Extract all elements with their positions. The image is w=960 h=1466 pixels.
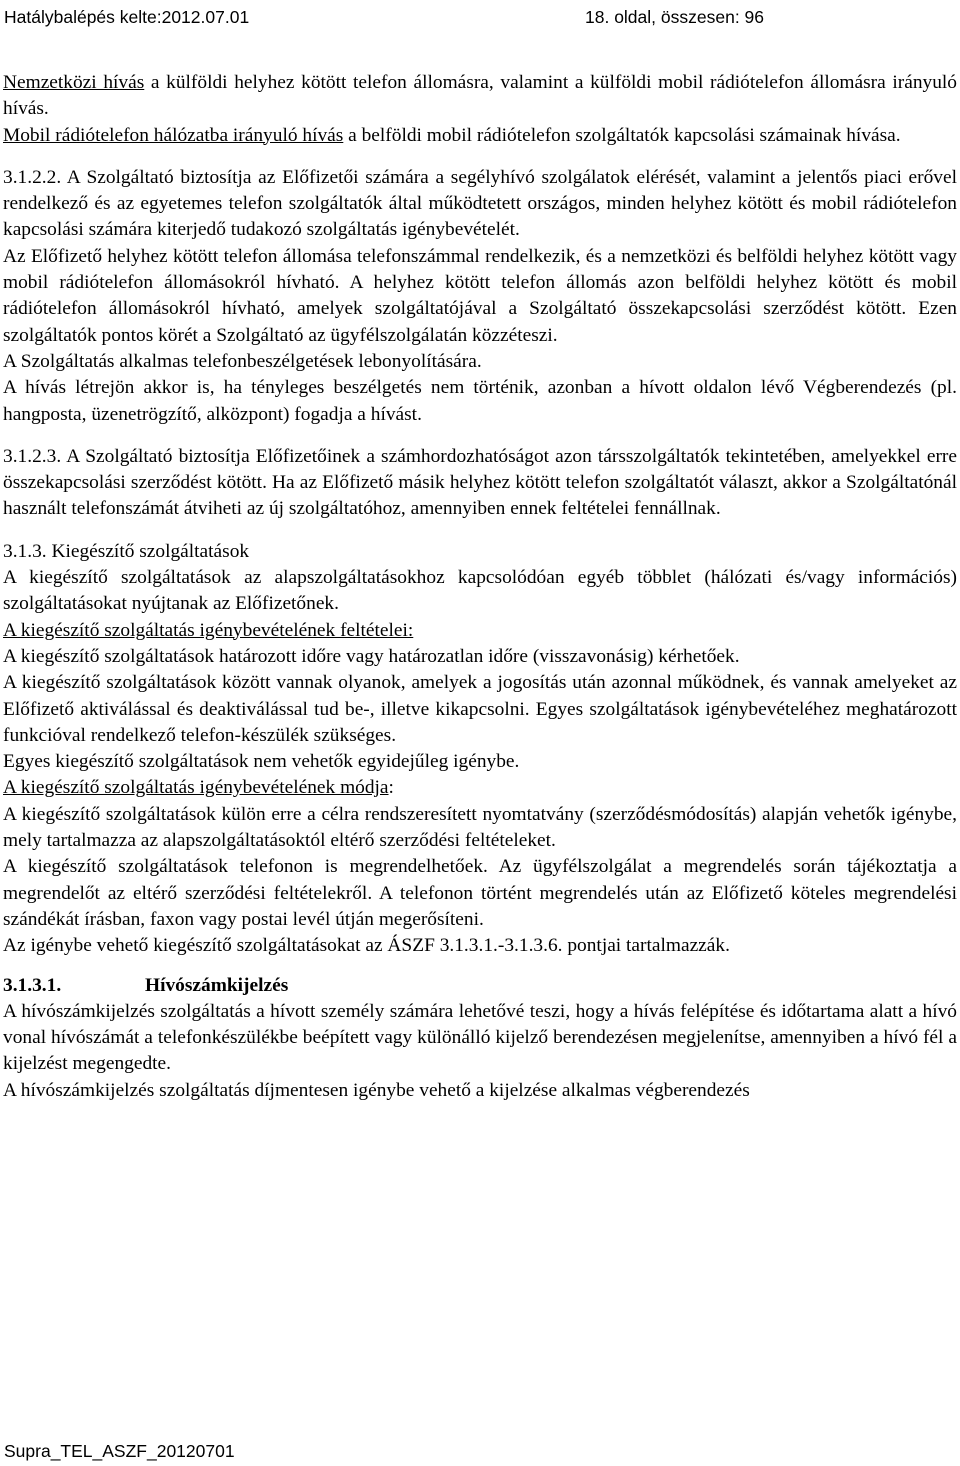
subheading-conditions <box>3 618 957 644</box>
section-heading-3-1-3: 3.1.3. Kiegészítő szolgáltatások <box>3 540 250 562</box>
paragraph-caller-id-description: A hívószámkijelzés szolgáltatás a hívott személy számára lehetővé teszi, hogy a hívás felépítése és időtartama alatt a hívó vonal hívószámát a telefonkészülékbe beépített vagy különálló kijelző berendezésen megjelenítse, amennyiben a hívó fél a kijelzést megengedte. <box>3 1000 957 1075</box>
method-label: A kiegészítő szolgáltatás igénybevételének módja <box>3 777 389 799</box>
section-heading-3-1-3-1 <box>3 973 957 999</box>
paragraph-3-1-2-3: 3.1.2.3. A Szolgáltató biztosítja Előfizetőinek a számhordozhatóságot azon társszolgáltatók tekintetében, amelyekkel erre összekapcsolási szerződést kötött. Ha az Előfizető másik helyhez kötött telefon szolgáltatót választ, akkor a Szolgáltatónál használt telefonszámát átviheti az új szolgáltatóhoz, amennyiben ennek feltételei fennállnak. <box>3 445 957 520</box>
paragraph-international-call <box>3 70 957 123</box>
paragraph-3-1-2-2: 3.1.2.2. A Szolgáltató biztosítja az Előfizetői számára a segélyhívó szolgálatok elérését, valamint a jelentős piaci erővel rendelkező és az egyetemes telefon szolgáltatók által működtetett országos, minden helyhez kötött és mobil rádiótelefon kapcsolási számára kiterjedő tudakozó szolgáltatás igénybevételét. <box>3 166 957 241</box>
paragraph-form: A kiegészítő szolgáltatások külön erre a célra rendszeresített nyomtatvány (szerződésmódosítás) alapján vehetők igénybe, mely tartalmazza az alapszolgáltatásoktól eltérő szerződési feltételeket. <box>3 803 957 852</box>
subheading-method <box>3 775 957 801</box>
header-effective-date: Hatálybalépés kelte:2012.07.01 <box>4 7 250 27</box>
paragraph-supplementary-intro: A kiegészítő szolgáltatások az alapszolgáltatásokhoz kapcsolódóan egyéb többlet (hálózati és/vagy információs) szolgáltatásokat nyújtanak az Előfizetőnek. <box>3 567 957 615</box>
paragraph-mobile-call <box>3 123 957 149</box>
paragraph-call-established: A hívás létrejön akkor is, ha tényleges beszélgetés nem történik, azonban a hívott oldalon lévő Végberendezés (pl. hangposta, üzenetrögzítő, alközpont) fogadja a hívást. <box>3 377 957 425</box>
paragraph-activation: A kiegészítő szolgáltatások között vannak olyanok, amelyek a jogosítás után azonnal működnek, és vannak amelyeket az Előfizető aktiválással és deaktiválással tud be-, illetve kikapcsolni. Egyes szolgáltatások igénybevételéhez meghatározott funkcióval rendelkező telefon-készülék szükséges. <box>3 672 957 746</box>
term-mobile-call: Mobil rádiótelefon hálózatba irányuló hívás <box>3 124 344 146</box>
paragraph-phone-order: A kiegészítő szolgáltatások telefonon is megrendelhetőek. Az ügyfélszolgálat a megrendelés során tájékoztatja a megrendelőt az eltérő szerződési feltételekről. A telefonon történt megrendelés után az Előfizető köteles megrendelési szándékát írásban, faxon vagy postai levél útján megerősíteni. <box>3 856 957 930</box>
section-number: 3.1.3.1. <box>3 974 62 996</box>
paragraph-aszf-reference: Az igénybe vehető kiegészítő szolgáltatásokat az ÁSZF 3.1.3.1.-3.1.3.6. pontjai tartalmazzák. <box>3 935 730 957</box>
paragraph-duration: A kiegészítő szolgáltatások határozott időre vagy határozatlan időre (visszavonásig) kérhetőek. <box>3 645 740 667</box>
definition-text: a belföldi mobil rádiótelefon szolgáltatók kapcsolási számainak hívása. <box>343 124 901 146</box>
method-colon: : <box>388 777 394 799</box>
paragraph-phone-number: Az Előfizető helyhez kötött telefon állomása telefonszámmal rendelkezik, és a nemzetközi és belföldi helyhez kötött vagy mobil rádiótelefon állomásokról hívható. A helyhez kötött telefon állomás azon belföldi helyhez kötött és mobil rádiótelefon állomásokról hívható, amelyek szolgáltatójával a Szolgáltató összekapcsolási szerződést kötött. Ezen szolgáltatók pontos körét a Szolgáltató az ügyfélszolgálatán közzéteszi. <box>3 245 957 346</box>
paragraph-caller-id-free: A hívószámkijelzés szolgáltatás díjmentesen igénybe vehető a kijelzése alkalmas végberendezés <box>3 1079 750 1101</box>
document-body <box>3 70 957 1104</box>
paragraph-not-simultaneous: Egyes kiegészítő szolgáltatások nem vehetők egyidejűleg igénybe. <box>3 751 520 773</box>
paragraph-service-suitable: A Szolgáltatás alkalmas telefonbeszélgetések lebonyolítására. <box>3 350 482 372</box>
header-page-info: 18. oldal, összesen: 96 <box>585 7 765 27</box>
term-international-call: Nemzetközi hívás <box>3 72 145 93</box>
definition-text: a külföldi helyhez kötött telefon állomásra, valamint a külföldi mobil rádiótelefon állomásra irányuló hívás. <box>3 72 957 120</box>
conditions-label: A kiegészítő szolgáltatás igénybevételének feltételei: <box>3 619 414 641</box>
footer-doc-id: Supra_TEL_ASZF_20120701 <box>4 1441 235 1461</box>
section-title: Hívószámkijelzés <box>145 974 289 996</box>
